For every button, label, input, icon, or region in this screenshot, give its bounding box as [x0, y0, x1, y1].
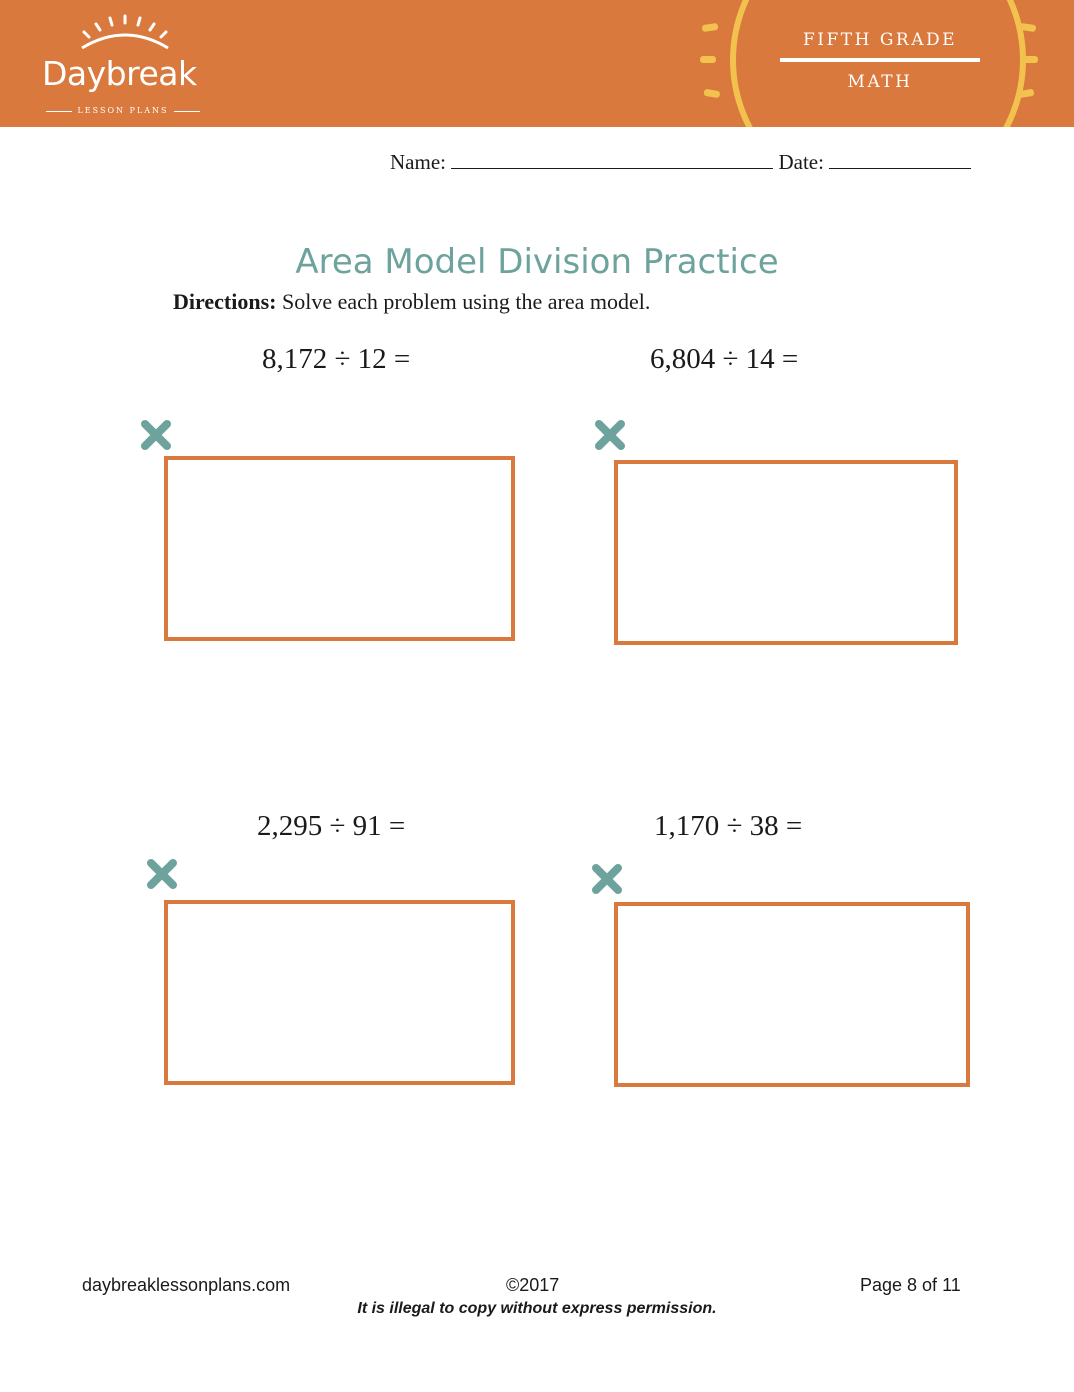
sunrise-rays-icon	[70, 14, 180, 54]
daybreak-logo[interactable]	[40, 14, 210, 115]
page-title: Area Model Division Practice	[295, 242, 779, 282]
date-label: Date:	[778, 150, 824, 174]
x-icon	[145, 857, 179, 891]
area-model-box[interactable]	[614, 902, 970, 1087]
sun-icon	[680, 0, 1074, 127]
grade-label: FIFTH GRADE	[802, 30, 958, 50]
subject-label: MATH	[847, 72, 913, 92]
x-icon	[593, 418, 627, 452]
directions-text: Solve each problem using the area model.	[276, 289, 651, 314]
logo-tagline: LESSON PLANS	[40, 106, 206, 115]
problem-1: 8,172 ÷ 12 =	[262, 343, 411, 375]
problem-4: 1,170 ÷ 38 =	[654, 810, 803, 842]
area-model-box[interactable]	[164, 456, 515, 641]
footer-page-number: Page 8 of 11	[860, 1275, 961, 1295]
area-model-box[interactable]	[614, 460, 958, 645]
problem-3: 2,295 ÷ 91 =	[257, 810, 406, 842]
x-icon	[139, 418, 173, 452]
name-field[interactable]	[451, 150, 773, 169]
name-date-line	[390, 150, 971, 175]
footer-copyright: ©2017	[506, 1275, 560, 1295]
directions	[173, 289, 650, 315]
date-field[interactable]	[829, 150, 971, 169]
footer-website[interactable]: daybreaklessonplans.com	[82, 1275, 291, 1295]
problem-2: 6,804 ÷ 14 =	[650, 343, 799, 375]
area-model-box[interactable]	[164, 900, 515, 1085]
header-banner	[0, 0, 1074, 127]
logo-wordmark: Daybreak	[42, 54, 197, 93]
divider	[780, 58, 980, 62]
name-label: Name:	[390, 150, 446, 174]
x-icon	[590, 862, 624, 896]
footer-notice: It is illegal to copy without express permission.	[357, 1300, 717, 1317]
directions-label: Directions:	[173, 289, 277, 314]
